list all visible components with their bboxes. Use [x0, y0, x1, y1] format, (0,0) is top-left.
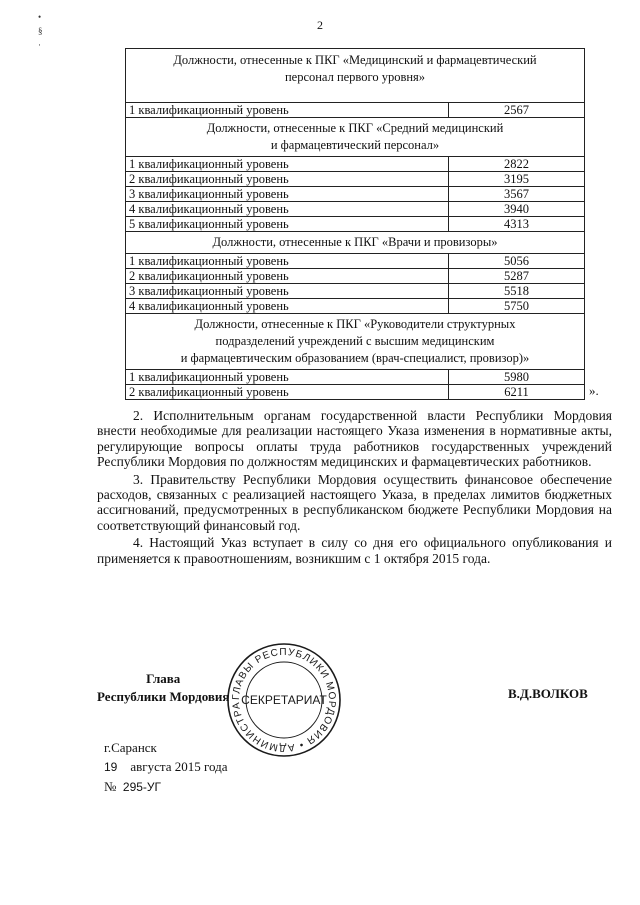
salary-value: 2567 — [449, 103, 585, 118]
qualification-level: 4 квалификационный уровень — [126, 299, 449, 314]
table-group-header — [126, 232, 585, 254]
table-row — [126, 103, 585, 118]
margin-mark: § — [38, 26, 43, 36]
date-day: 19 — [104, 760, 118, 774]
qualification-level: 1 квалификационный уровень — [126, 103, 449, 118]
salary-value: 5518 — [449, 284, 585, 299]
paragraph-4: 4. Настоящий Указ вступает в силу со дня его официального опубликования и применяется к правоотношениям, возникшим с 1 октября 2015 года. — [97, 535, 612, 566]
table-row — [126, 269, 585, 284]
official-stamp — [226, 642, 342, 758]
salary-value: 5980 — [449, 370, 585, 385]
group-title — [126, 232, 585, 254]
paragraph-2: 2. Исполнительным органам государственной власти Республики Мордовия внести необходимые для реализации настоящего Указа изменения в нормативные акты, регулирующие вопросы оплаты труда работников государственных учреждений Республики Мордовия по должностям медицинских и фармацевтических работников. — [97, 408, 612, 470]
signatory-title-line2: Республики Мордовия — [97, 689, 230, 704]
qualification-level: 2 квалификационный уровень — [126, 269, 449, 284]
margin-mark: • — [38, 12, 42, 22]
table-group-header — [126, 118, 585, 157]
margin-mark: · — [38, 40, 41, 50]
qualification-level: 5 квалификационный уровень — [126, 217, 449, 232]
body-text — [97, 408, 612, 568]
qualification-level: 2 квалификационный уровень — [126, 172, 449, 187]
number-label: № — [104, 779, 117, 794]
table-row — [126, 370, 585, 385]
group-title-line: подразделений учреждений с высшим медицинским — [215, 334, 495, 348]
table-group-header — [126, 314, 585, 370]
group-title-line: Должности, отнесенные к ПКГ «Медицинский и фармацевтический — [173, 53, 537, 67]
salary-value: 4313 — [449, 217, 585, 232]
page-number: 2 — [317, 18, 323, 32]
stamp-center-text: СЕКРЕТАРИАТ — [241, 693, 327, 707]
group-title-line: и фармацевтический персонал» — [270, 138, 440, 152]
salary-table — [125, 48, 585, 400]
group-title-line: Должности, отнесенные к ПКГ «Врачи и провизоры» — [212, 235, 498, 249]
qualification-level: 3 квалификационный уровень — [126, 284, 449, 299]
salary-value: 3195 — [449, 172, 585, 187]
table-row — [126, 187, 585, 202]
salary-value: 3567 — [449, 187, 585, 202]
table-row — [126, 299, 585, 314]
signatory-title — [97, 670, 229, 706]
group-title-line: Должности, отнесенные к ПКГ «Средний медицинский — [206, 121, 504, 135]
salary-value: 5287 — [449, 269, 585, 284]
group-title — [126, 49, 585, 103]
table-row — [126, 217, 585, 232]
qualification-level: 1 квалификационный уровень — [126, 254, 449, 269]
qualification-level: 4 квалификационный уровень — [126, 202, 449, 217]
document-footer — [104, 738, 228, 797]
document-number — [104, 777, 228, 797]
group-title-line: персонал первого уровня» — [284, 70, 426, 84]
margin-marks — [38, 10, 50, 52]
number-value: 295-УГ — [122, 780, 162, 794]
qualification-level: 1 квалификационный уровень — [126, 157, 449, 172]
qualification-level: 2 квалификационный уровень — [126, 385, 449, 400]
stamp-ring-text: ГЛАВЫ РЕСПУБЛИКИ МОРДОВИЯ • АДМИНИСТРА — [230, 646, 338, 754]
group-title-line: Должности, отнесенные к ПКГ «Руководители структурных — [194, 317, 516, 331]
table-row — [126, 284, 585, 299]
stamp-seal — [226, 642, 342, 758]
table-row — [126, 254, 585, 269]
table-row — [126, 157, 585, 172]
table-group-header — [126, 49, 585, 103]
qualification-level: 1 квалификационный уровень — [126, 370, 449, 385]
group-title — [126, 314, 585, 370]
table-row — [126, 172, 585, 187]
salary-value: 2822 — [449, 157, 585, 172]
salary-value: 5056 — [449, 254, 585, 269]
signatory-title-line1: Глава — [146, 671, 181, 686]
salary-value: 3940 — [449, 202, 585, 217]
date-rest: августа 2015 года — [130, 759, 228, 774]
signatory-name: В.Д.ВОЛКОВ — [508, 686, 588, 701]
salary-value: 6211 — [449, 385, 585, 400]
table-row — [126, 385, 585, 400]
group-title-line: и фармацевтическим образованием (врач-специалист, провизор)» — [180, 351, 530, 365]
paragraph-3: 3. Правительству Республики Мордовия осуществить финансовое обеспечение расходов, связанных с реализацией настоящего Указа, в пределах лимитов бюджетных ассигнований, предусмотренных в республиканском бюджете Республики Мордовия на соответствующий финансовый год. — [97, 471, 612, 533]
group-title — [126, 118, 585, 157]
city: г.Саранск — [104, 740, 157, 755]
document-date — [104, 757, 228, 777]
salary-value: 5750 — [449, 299, 585, 314]
table-row — [126, 202, 585, 217]
closing-quote: ». — [589, 383, 599, 398]
qualification-level: 3 квалификационный уровень — [126, 187, 449, 202]
